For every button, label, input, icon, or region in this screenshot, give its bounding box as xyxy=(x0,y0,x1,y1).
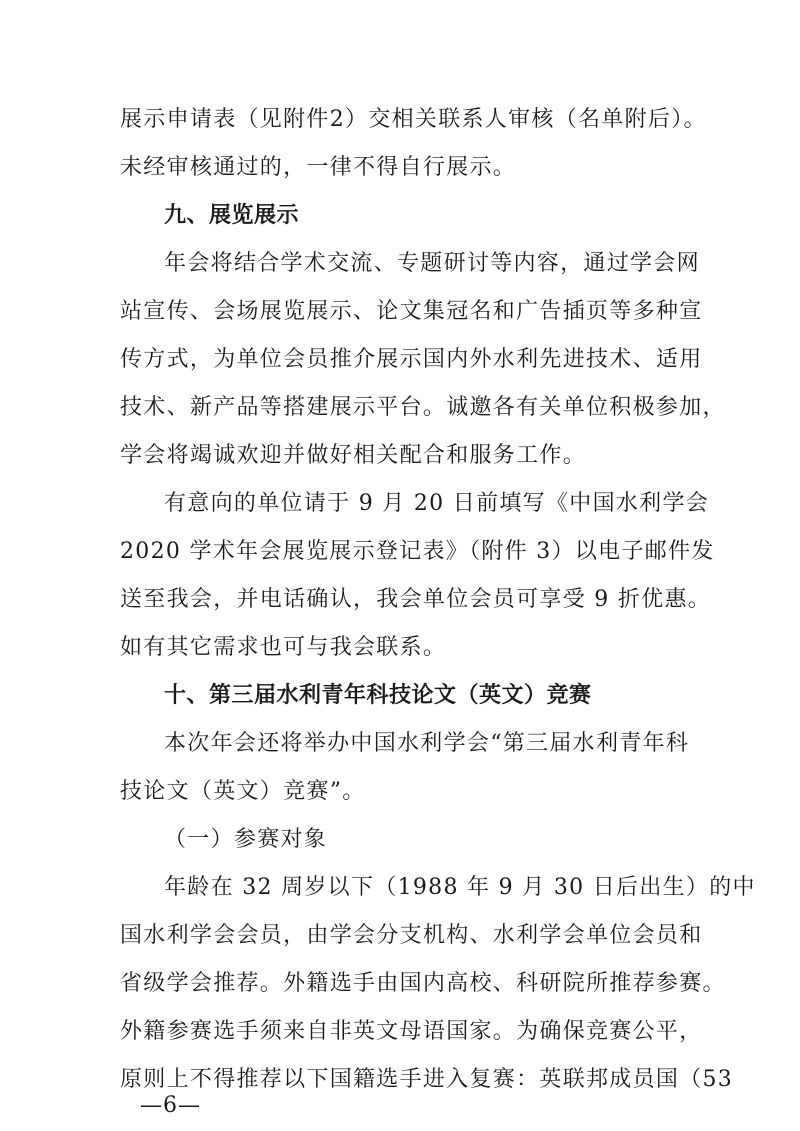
body-text-line: 展示申请表（见附件2）交相关联系人审核（名单附后）。 xyxy=(120,107,707,132)
body-text-line: 技术、新产品等搭建展示平台。诚邀各有关单位积极参加， xyxy=(120,395,726,420)
body-text-line: 原则上不得推荐以下国籍选手进入复赛：英联邦成员国（53 xyxy=(120,1067,734,1092)
body-text-line: 传方式，为单位会员推介展示国内外水利先进技术、适用 xyxy=(120,347,703,372)
body-text-line: 本次年会还将举办中国水利学会“第三届水利青年科 xyxy=(164,731,690,756)
body-text-line: 国水利学会会员，由学会分支机构、水利学会单位会员和 xyxy=(120,923,703,948)
body-text-line: 如有其它需求也可与我会联系。 xyxy=(120,635,447,660)
body-text-line: 技论文（英文）竞赛”。 xyxy=(120,779,366,804)
body-text-line: 未经审核通过的，一律不得自行展示。 xyxy=(120,155,517,180)
body-text-line: 2020 学术年会展览展示登记表》（附件 3）以电子邮件发 xyxy=(120,539,715,564)
body-text-line: 站宣传、会场展览展示、论文集冠名和广告插页等多种宣 xyxy=(120,299,703,324)
subsection-heading-participants: （一）参赛对象 xyxy=(164,827,328,852)
body-text-line: 外籍参赛选手须来自非英文母语国家。为确保竞赛公平， xyxy=(120,1019,703,1044)
body-text-line: 学会将竭诚欢迎并做好相关配合和服务工作。 xyxy=(120,443,587,468)
body-text-line: 送至我会，并电话确认，我会单位会员可享受 9 折优惠。 xyxy=(120,587,712,612)
page-number: —6— xyxy=(140,1093,201,1118)
body-text-line: 有意向的单位请于 9 月 20 日前填写《中国水利学会 xyxy=(164,491,710,516)
body-text-line: 年会将结合学术交流、专题研讨等内容，通过学会网 xyxy=(164,251,700,276)
section-heading-paper-competition: 十、第三届水利青年科技论文（英文）竞赛 xyxy=(164,683,592,708)
body-text-line: 年龄在 32 周岁以下（1988 年 9 月 30 日后出生）的中 xyxy=(164,875,756,900)
body-text-line: 省级学会推荐。外籍选手由国内高校、科研院所推荐参赛。 xyxy=(120,971,726,996)
section-heading-exhibition: 九、展览展示 xyxy=(164,203,300,228)
